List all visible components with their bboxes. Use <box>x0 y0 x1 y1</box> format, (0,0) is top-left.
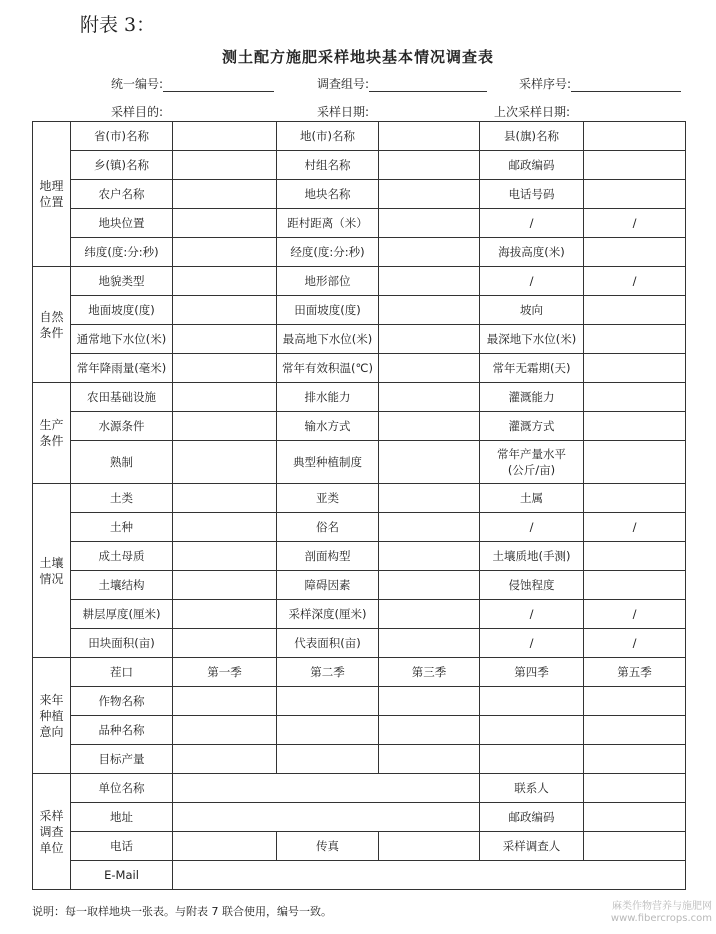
meta-label: 调查组号: <box>317 77 370 91</box>
field-value[interactable] <box>584 325 686 354</box>
field-value[interactable] <box>173 542 277 571</box>
section-label-line: 种植 <box>39 708 64 723</box>
field-value[interactable] <box>173 383 277 412</box>
meta-sample-date <box>317 103 369 120</box>
table-row <box>33 716 686 745</box>
field-label: 田面坡度(度) <box>277 296 379 325</box>
field-value[interactable] <box>173 267 277 296</box>
table-row <box>33 296 686 325</box>
field-label: 通常地下水位(米) <box>71 325 173 354</box>
table-row <box>33 745 686 774</box>
slash-cell: / <box>584 600 686 629</box>
table-row <box>33 238 686 267</box>
field-label: 剖面构型 <box>277 542 379 571</box>
field-label: 品种名称 <box>71 716 173 745</box>
field-label-line: (公斤/亩) <box>507 463 556 477</box>
section-label-line: 位置 <box>39 195 64 209</box>
field-label: 排水能力 <box>277 383 379 412</box>
table-row <box>33 513 686 542</box>
field-label: 距村距离（米） <box>277 209 379 238</box>
table-row <box>33 354 686 383</box>
section-production <box>33 383 71 484</box>
meta-label: 上次采样日期: <box>494 105 571 119</box>
unified-number-line[interactable] <box>163 78 274 92</box>
section-unit <box>33 774 71 890</box>
field-value[interactable] <box>584 774 686 803</box>
slash-cell: / <box>480 629 584 658</box>
form-title: 测土配方施肥采样地块基本情况调查表 <box>221 48 494 66</box>
field-value[interactable] <box>173 441 277 484</box>
field-label: 纬度(度:分:秒) <box>71 238 173 267</box>
field-value[interactable] <box>379 354 480 383</box>
field-label: 成土母质 <box>71 542 173 571</box>
meta-sample-seq <box>519 75 681 92</box>
field-value[interactable] <box>584 180 686 209</box>
field-value[interactable] <box>173 354 277 383</box>
field-value[interactable] <box>173 296 277 325</box>
survey-group-line[interactable] <box>369 78 487 92</box>
field-value[interactable] <box>379 571 480 600</box>
table-row <box>33 571 686 600</box>
section-planting <box>33 658 71 774</box>
field-value[interactable] <box>173 151 277 180</box>
field-value[interactable] <box>584 687 686 716</box>
column-header: 第四季 <box>480 658 584 687</box>
field-value[interactable] <box>584 484 686 513</box>
field-label: 土壤结构 <box>71 571 173 600</box>
table-row <box>33 832 686 861</box>
column-header: 第二季 <box>277 658 379 687</box>
table-row <box>33 629 686 658</box>
field-value[interactable] <box>379 180 480 209</box>
sample-seq-line[interactable] <box>571 78 681 92</box>
field-label: 采样深度(厘米) <box>277 600 379 629</box>
field-value[interactable] <box>173 716 277 745</box>
field-label: 作物名称 <box>71 687 173 716</box>
field-label: 农户名称 <box>71 180 173 209</box>
meta-label: 采样序号: <box>519 77 572 91</box>
table-row <box>33 151 686 180</box>
column-header: 第三季 <box>379 658 480 687</box>
column-header: 第五季 <box>584 658 686 687</box>
field-value[interactable] <box>584 745 686 774</box>
field-label: 最深地下水位(米) <box>480 325 584 354</box>
field-value[interactable] <box>379 484 480 513</box>
section-label-line: 土壤 <box>39 555 64 570</box>
table-row <box>33 412 686 441</box>
field-label: 灌溉方式 <box>480 412 584 441</box>
field-value[interactable] <box>584 412 686 441</box>
watermark-line: 麻类作物营养与施肥网 <box>612 901 712 912</box>
field-label: 土类 <box>71 484 173 513</box>
field-label: 亚类 <box>277 484 379 513</box>
field-value[interactable] <box>584 296 686 325</box>
field-value[interactable] <box>480 687 584 716</box>
field-label: 障碍因素 <box>277 571 379 600</box>
table-row <box>33 267 686 296</box>
slash-cell: / <box>480 600 584 629</box>
field-label: 地块名称 <box>277 180 379 209</box>
field-value[interactable] <box>173 629 277 658</box>
slash-cell: / <box>480 267 584 296</box>
field-label: 耕层厚度(厘米) <box>71 600 173 629</box>
field-value[interactable] <box>379 238 480 267</box>
meta-unified-number <box>111 75 274 92</box>
section-label-line: 生产 <box>39 418 64 432</box>
field-label: 土壤质地(手测) <box>480 542 584 571</box>
field-value[interactable] <box>584 151 686 180</box>
field-label: 典型种植制度 <box>277 441 379 484</box>
watermark-line: www.fibercrops.com <box>610 913 712 924</box>
field-label: 农田基础设施 <box>71 383 173 412</box>
field-label-line: 常年产量水平 <box>497 447 566 461</box>
table-row <box>33 542 686 571</box>
section-label-line: 采样 <box>39 808 64 823</box>
column-header: 第一季 <box>173 658 277 687</box>
field-value[interactable] <box>584 832 686 861</box>
field-label: 地块位置 <box>71 209 173 238</box>
table-row <box>33 180 686 209</box>
section-label-line: 条件 <box>39 325 64 340</box>
field-label: 目标产量 <box>71 745 173 774</box>
field-value[interactable] <box>173 687 277 716</box>
field-value[interactable] <box>379 629 480 658</box>
appendix-label: 附表 3： <box>80 14 156 36</box>
table-row <box>33 484 686 513</box>
field-label: 邮政编码 <box>480 803 584 832</box>
field-label: 代表面积(亩) <box>277 629 379 658</box>
field-value[interactable] <box>173 774 480 803</box>
slash-cell: / <box>584 267 686 296</box>
field-value[interactable] <box>173 861 686 890</box>
field-label: 输水方式 <box>277 412 379 441</box>
section-soil <box>33 484 71 658</box>
field-label: 经度(度:分:秒) <box>277 238 379 267</box>
table-row <box>33 861 686 890</box>
field-value[interactable] <box>584 571 686 600</box>
field-label: 地貌类型 <box>71 267 173 296</box>
field-value[interactable] <box>173 325 277 354</box>
field-label: 邮政编码 <box>480 151 584 180</box>
field-value[interactable] <box>379 687 480 716</box>
table-row <box>33 383 686 412</box>
table-row <box>33 209 686 238</box>
field-label: 坡向 <box>480 296 584 325</box>
field-label: 联系人 <box>480 774 584 803</box>
field-label: 地形部位 <box>277 267 379 296</box>
field-value[interactable] <box>173 412 277 441</box>
field-label <box>480 441 584 484</box>
field-label: 电话 <box>71 832 173 861</box>
table-row <box>33 687 686 716</box>
field-value[interactable] <box>173 122 277 151</box>
slash-cell: / <box>584 209 686 238</box>
section-label-line: 来年 <box>39 692 64 707</box>
column-header: 茬口 <box>71 658 173 687</box>
meta-last-date <box>494 103 570 120</box>
slash-cell: / <box>584 629 686 658</box>
field-value[interactable] <box>173 832 277 861</box>
field-value[interactable] <box>173 209 277 238</box>
table-row <box>33 441 686 484</box>
section-label-line: 情况 <box>39 571 64 586</box>
field-value[interactable] <box>584 383 686 412</box>
section-geo <box>33 122 71 267</box>
field-value[interactable] <box>379 716 480 745</box>
meta-purpose <box>111 103 163 120</box>
table-row <box>33 600 686 629</box>
meta-survey-group <box>317 75 487 92</box>
field-value[interactable] <box>584 542 686 571</box>
field-value[interactable] <box>584 122 686 151</box>
table-row <box>33 122 686 151</box>
field-label: 地面坡度(度) <box>71 296 173 325</box>
field-value[interactable] <box>379 267 480 296</box>
field-value[interactable] <box>379 296 480 325</box>
field-label: 土种 <box>71 513 173 542</box>
field-label: 乡(镇)名称 <box>71 151 173 180</box>
field-value[interactable] <box>173 513 277 542</box>
section-label-line: 地理 <box>39 179 64 193</box>
field-label: 常年降雨量(毫米) <box>71 354 173 383</box>
field-value[interactable] <box>379 441 480 484</box>
field-value[interactable] <box>379 209 480 238</box>
field-value[interactable] <box>379 383 480 412</box>
section-label-line: 调查 <box>39 824 64 839</box>
field-label: 地址 <box>71 803 173 832</box>
field-value[interactable] <box>173 745 277 774</box>
field-label: 电话号码 <box>480 180 584 209</box>
slash-cell: / <box>584 513 686 542</box>
field-value[interactable] <box>584 441 686 484</box>
field-label: 田块面积(亩) <box>71 629 173 658</box>
field-label: 县(旗)名称 <box>480 122 584 151</box>
field-value[interactable] <box>277 716 379 745</box>
section-label-line: 单位 <box>39 840 64 855</box>
field-value[interactable] <box>480 745 584 774</box>
slash-cell: / <box>480 209 584 238</box>
field-value[interactable] <box>584 716 686 745</box>
field-label: 俗名 <box>277 513 379 542</box>
field-value[interactable] <box>584 803 686 832</box>
field-label: 水源条件 <box>71 412 173 441</box>
field-label: 常年无霜期(天) <box>480 354 584 383</box>
field-value[interactable] <box>173 803 480 832</box>
field-label: 省(市)名称 <box>71 122 173 151</box>
field-label: 村组名称 <box>277 151 379 180</box>
field-value[interactable] <box>277 687 379 716</box>
table-row <box>33 325 686 354</box>
section-label-line: 自然 <box>39 309 64 324</box>
field-label: 最高地下水位(米) <box>277 325 379 354</box>
section-label-line: 条件 <box>39 434 64 448</box>
field-label: 地(市)名称 <box>277 122 379 151</box>
field-label: 熟制 <box>71 441 173 484</box>
table-row <box>33 803 686 832</box>
field-value[interactable] <box>379 832 480 861</box>
field-value[interactable] <box>379 122 480 151</box>
section-label-line: 意向 <box>39 724 64 739</box>
field-value[interactable] <box>584 354 686 383</box>
field-value[interactable] <box>480 716 584 745</box>
field-value[interactable] <box>173 600 277 629</box>
field-label: 常年有效积温(℃) <box>277 354 379 383</box>
field-label: 单位名称 <box>71 774 173 803</box>
table-row <box>33 658 686 687</box>
field-label: 传真 <box>277 832 379 861</box>
field-value[interactable] <box>173 484 277 513</box>
field-value[interactable] <box>277 745 379 774</box>
field-label: E-Mail <box>71 861 173 890</box>
table-row <box>33 774 686 803</box>
meta-label: 采样目的: <box>111 105 164 119</box>
footnote: 说明：每一取样地块一张表。与附表 7 联合使用，编号一致。 <box>32 905 332 918</box>
field-label: 侵蚀程度 <box>480 571 584 600</box>
field-label: 海拔高度(米) <box>480 238 584 267</box>
survey-table <box>32 121 686 890</box>
slash-cell: / <box>480 513 584 542</box>
field-value[interactable] <box>379 151 480 180</box>
field-value[interactable] <box>173 180 277 209</box>
field-label: 土属 <box>480 484 584 513</box>
meta-label: 采样日期: <box>317 105 370 119</box>
meta-label: 统一编号: <box>111 77 164 91</box>
field-value[interactable] <box>173 238 277 267</box>
field-label: 灌溉能力 <box>480 383 584 412</box>
field-value[interactable] <box>379 542 480 571</box>
field-value[interactable] <box>379 325 480 354</box>
field-value[interactable] <box>379 412 480 441</box>
field-value[interactable] <box>173 571 277 600</box>
field-value[interactable] <box>379 600 480 629</box>
field-value[interactable] <box>379 745 480 774</box>
field-value[interactable] <box>584 238 686 267</box>
field-value[interactable] <box>379 513 480 542</box>
site-watermark <box>611 901 712 925</box>
section-nature <box>33 267 71 383</box>
field-label: 采样调查人 <box>480 832 584 861</box>
